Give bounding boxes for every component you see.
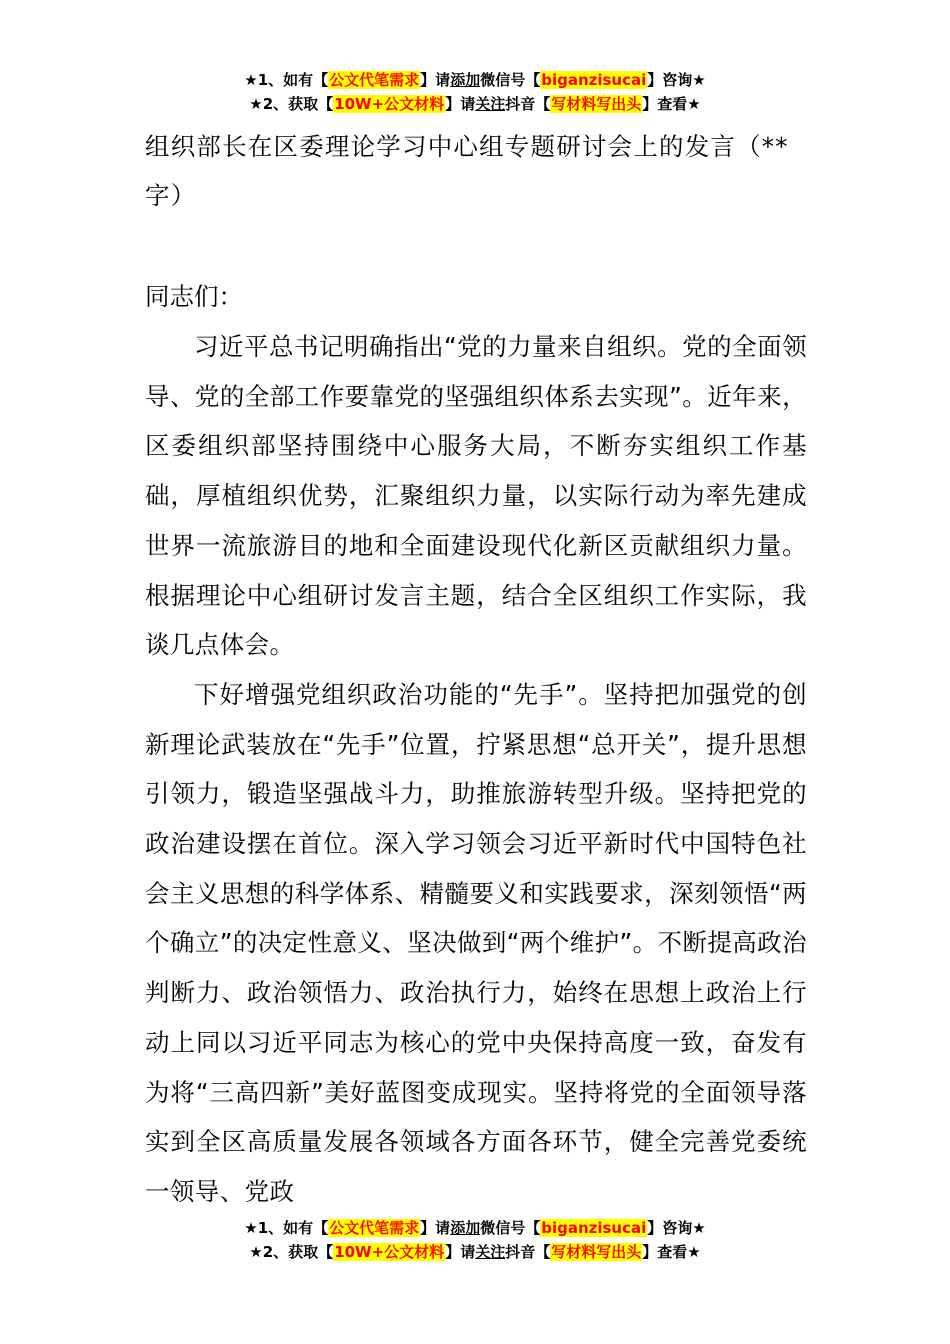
banner-text: 】请: [445, 95, 476, 113]
banner-line-2: [0, 92, 950, 116]
banner-text: 抖音【: [505, 95, 551, 113]
footer-banner: [0, 1216, 950, 1264]
banner-text: 】请: [420, 71, 451, 89]
banner-text: ★1、如有【: [244, 1219, 329, 1237]
banner-highlight: 公文代笔需求: [329, 71, 420, 89]
banner-text: 抖音【: [505, 1243, 551, 1261]
banner-text: 】请: [445, 1243, 476, 1261]
banner-underline: 添加: [450, 71, 481, 89]
banner-highlight: 写材料写出头: [551, 95, 642, 113]
document-body: [145, 322, 807, 1217]
banner-line-1: [0, 1216, 950, 1240]
paragraph: 习近平总书记明确指出“党的力量来自组织。党的全面领导、党的全部工作要靠党的坚强组织体系去实现”。近年来，区委组织部坚持围绕中心服务大局，不断夯实组织工作基础，厚植组织优势，汇聚组织力量，以实际行动为率先建成世界一流旅游目的地和全面建设现代化新区贡献组织力量。根据理论中心组研讨发言主题，结合全区组织工作实际，我谈几点体会。: [145, 332, 807, 660]
paragraph: 下好增强党组织政治功能的“先手”。坚持把加强党的创新理论武装放在“先手”位置，拧紧思想“总开关”，提升思想引领力，锻造坚强战斗力，助推旅游转型升级。坚持把党的政治建设摆在首位。深入学习领会习近平新时代中国特色社会主义思想的科学体系、精髓要义和实践要求，深刻领悟“两个确立”的决定性意义、坚决做到“两个维护”。不断提高政治判断力、政治领悟力、政治执行力，始终在思想上政治上行动上同以习近平同志为核心的党中央保持高度一致，奋发有为将“三高四新”美好蓝图变成现实。坚持将党的全面领导落实到全区高质量发展各领域各方面各环节，健全完善党委统一领导、党政: [145, 679, 807, 1206]
greeting: 同志们：: [145, 282, 243, 311]
banner-highlight: biganzisucai: [541, 1219, 647, 1237]
banner-text: 】咨询★: [647, 1219, 706, 1237]
document-title: 组织部长在区委理论学习中心组专题研讨会上的发言（**字）: [145, 132, 789, 210]
banner-underline: 添加: [450, 1219, 481, 1237]
banner-line-2: [0, 1240, 950, 1264]
banner-underline: 关注: [475, 1243, 506, 1261]
banner-line-1: [0, 68, 950, 92]
banner-highlight: 公文代笔需求: [329, 1219, 420, 1237]
banner-highlight: biganzisucai: [541, 71, 647, 89]
banner-text: ★1、如有【: [244, 71, 329, 89]
banner-text: 】查看★: [642, 1243, 701, 1261]
banner-highlight: 10W+公文材料: [334, 95, 445, 113]
banner-text: ★2、获取【: [249, 1243, 334, 1261]
banner-text: 微信号【: [480, 1219, 541, 1237]
banner-text: 】咨询★: [647, 71, 706, 89]
banner-text: ★2、获取【: [249, 95, 334, 113]
banner-underline: 关注: [475, 95, 506, 113]
banner-highlight: 写材料写出头: [551, 1243, 642, 1261]
banner-text: 微信号【: [480, 71, 541, 89]
banner-text: 】查看★: [642, 95, 701, 113]
banner-text: 】请: [420, 1219, 451, 1237]
header-banner: [0, 68, 950, 116]
banner-highlight: 10W+公文材料: [334, 1243, 445, 1261]
